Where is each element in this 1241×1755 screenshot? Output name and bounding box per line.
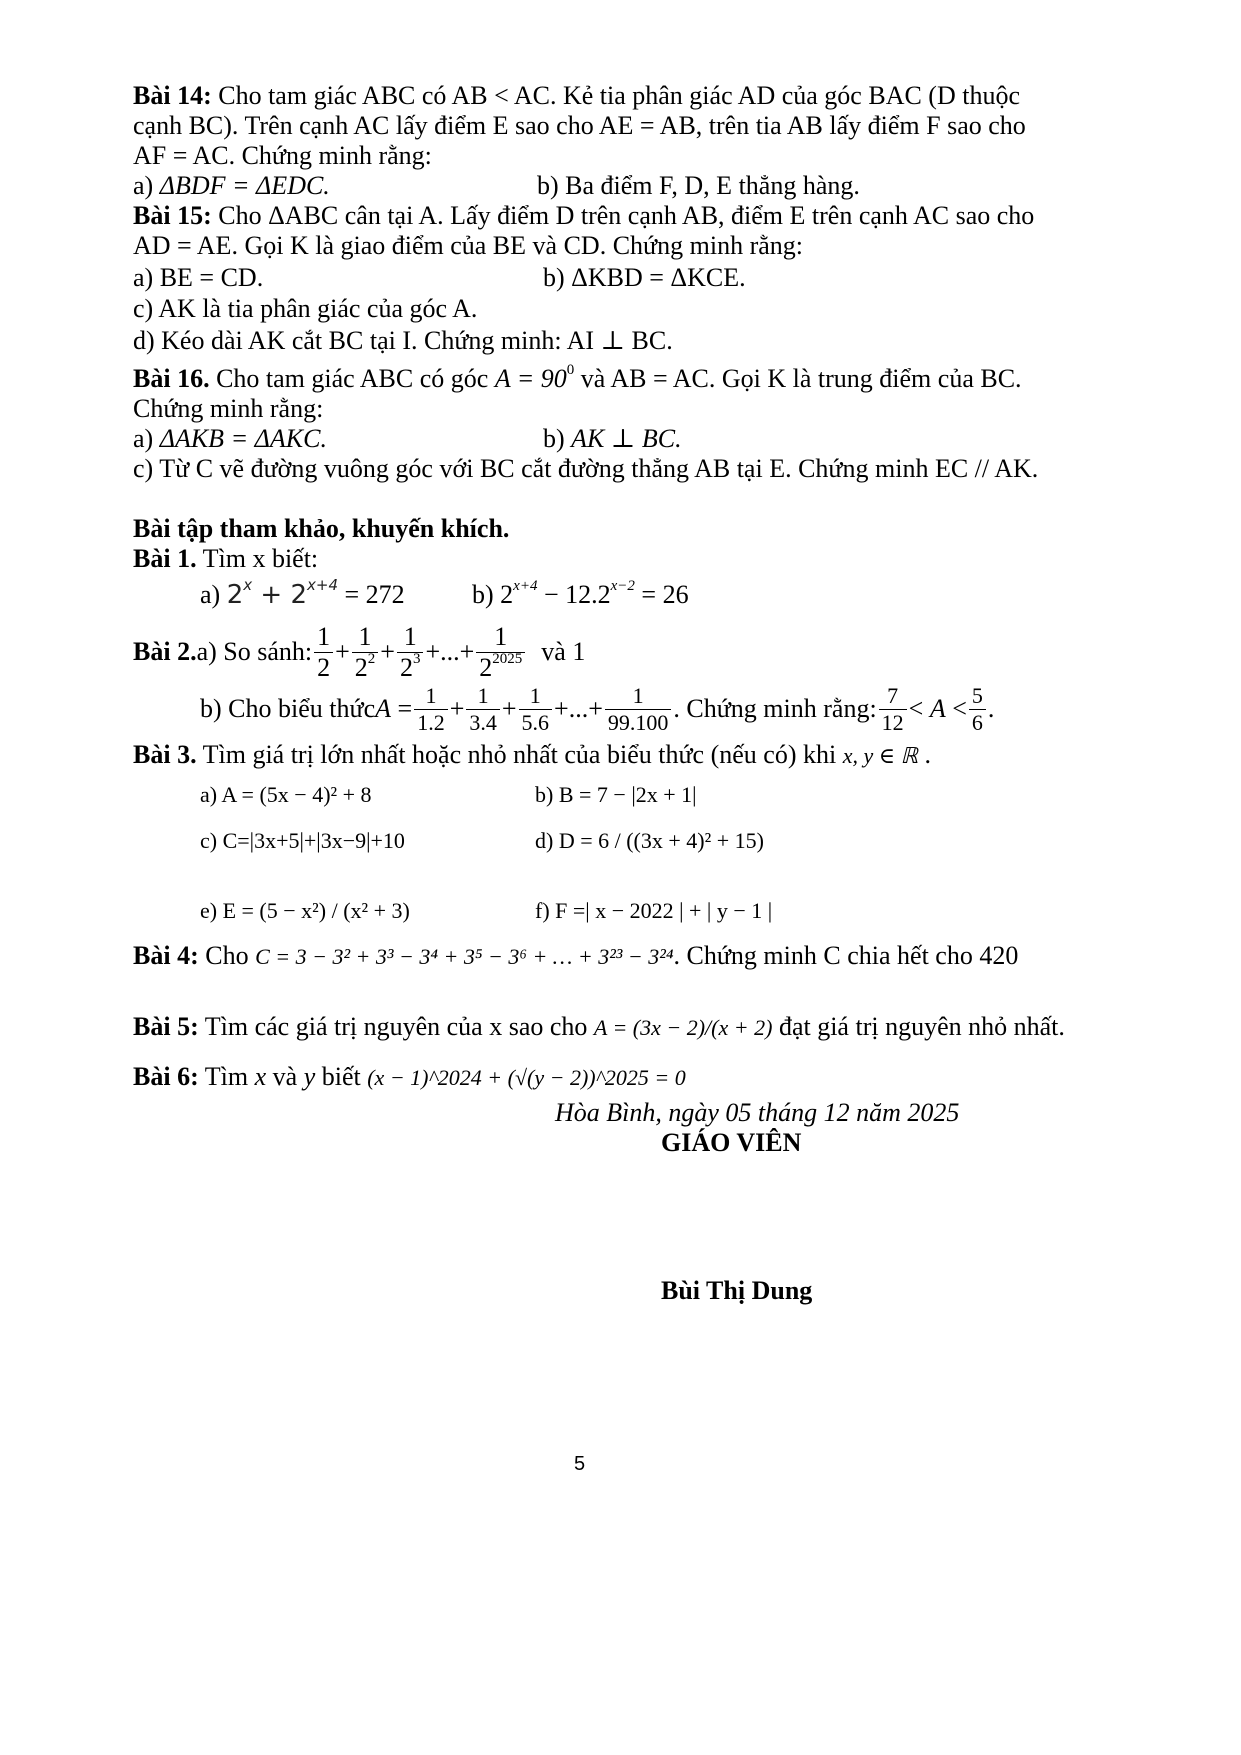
teacher-role: GIÁO VIÊN	[661, 1128, 802, 1157]
ex4-math: C = 3 − 3² + 3³ − 3⁴ + 3⁵ − 3⁶ + … + 3²³ − 3²⁴	[255, 944, 674, 969]
place-date: Hòa Bình, ngày 05 tháng 12 năm 2025	[555, 1098, 960, 1127]
section-title: Bài tập tham khảo, khuyến khích.	[133, 514, 510, 543]
ex2-b-mid: . Chứng minh rằng:	[673, 694, 877, 723]
ex5-line	[133, 1012, 1065, 1043]
bai16-text-post: và AB = AC. Gọi K là trung điểm của BC.	[574, 364, 1022, 393]
teacher-name: Bùi Thị Dung	[661, 1276, 813, 1305]
ex4-line	[133, 941, 1018, 972]
ex2-frac-1: 1 2	[314, 622, 333, 683]
bai14-line2: cạnh BC). Trên cạnh AC lấy điểm E sao cho AE = AB, trên tia AB lấy điểm F sao cho	[133, 111, 1026, 140]
ex1-label: Bài 1.	[133, 544, 197, 573]
bai16-a-math: ΔAKB = ΔAKC.	[159, 424, 327, 453]
ex2-part-a: Bài 2. a) So sánh: 1 2 + 1 $2^2$ + 1 $2^3$ +...+ 1 $2^{2025}$ và 1	[133, 621, 586, 682]
ex2-b-frac-last: 1 99.100	[605, 683, 672, 736]
ex6-line	[133, 1062, 686, 1093]
ex6-math: (x − 1)^2024 + (√(y − 2))^2025 = 0	[367, 1065, 686, 1090]
bai16-part-c: c) Từ C vẽ đường vuông góc với BC cắt đường thẳng AB tại E. Chứng minh EC // AK.	[133, 454, 1039, 483]
bai16-part-a	[133, 424, 327, 454]
ex6-text-pre: Tìm	[198, 1062, 255, 1091]
ex3-line: Bài 3. Tìm giá trị lớn nhất hoặc nhỏ nhất của biểu thức (nếu có) khi x, y ∈ ℝ .	[133, 740, 931, 769]
bai14-part-b: b) Ba điểm F, D, E thẳng hàng.	[537, 171, 860, 200]
ex2-b-frac-1: 1 1.2	[414, 683, 448, 736]
bai16-text-pre: Cho tam giác ABC có góc	[209, 364, 495, 393]
ex6-and: và	[266, 1062, 304, 1091]
bai15-part-c: c) AK là tia phân giác của góc A.	[133, 294, 478, 323]
ex3-part-f: f) F =| x − 2022 | + | y − 1 |	[535, 898, 773, 923]
ex2-frac-2: 1 $2^2$	[352, 622, 379, 683]
ex3-label: Bài 3.	[133, 740, 197, 769]
bai16-line2: Chứng minh rằng:	[133, 394, 324, 423]
ex5-text-post: đạt giá trị nguyên nhỏ nhất.	[772, 1012, 1065, 1041]
ex2-a-text: a) So sánh:	[196, 637, 313, 666]
bai15-part-b: b) ΔKBD = ΔKCE.	[543, 263, 746, 292]
ex1-text: Tìm x biết:	[196, 544, 319, 573]
bai16-part-b	[543, 424, 682, 454]
bai14-line3: AF = AC. Chứng minh rằng:	[133, 141, 432, 170]
ex2-b-frac-2: 1 3.4	[466, 683, 500, 736]
ex4-label: Bài 4:	[133, 941, 199, 970]
ex6-var-x: x	[254, 1062, 267, 1091]
ex2-part-b: b) Cho biểu thức A = 1 1.2 + 1 3.4 + 1 5.6 +...+ 1 99.100 . Chứng minh rằng: 7 12 < A < 5 6 .	[200, 682, 995, 735]
ex2-b-frac-3: 1 5.6	[519, 683, 553, 736]
bai15-part-a: a) BE = CD.	[133, 263, 264, 292]
bai14-line1	[133, 81, 1020, 111]
bai16-degree: 0	[566, 362, 575, 379]
ex2-a-tail: và 1	[541, 637, 586, 666]
ex1-part-a: a) $2^x + 2^{x+4} = 272$	[200, 576, 405, 610]
ex5-math: A = (3x − 2)/(x + 2)	[593, 1015, 773, 1040]
bai15-line2: AD = AE. Gọi K là giao điểm của BE và CD. Chứng minh rằng:	[133, 231, 803, 260]
ex3-part-e: e) E = (5 − x²) / (x² + 3)	[200, 898, 410, 923]
ex3-cond: x, y ∈ ℝ	[842, 743, 918, 768]
ex5-label: Bài 5:	[133, 1012, 199, 1041]
ex3-part-a: a) A = (5x − 4)² + 8	[200, 782, 372, 807]
page-number: 5	[574, 1453, 586, 1475]
bai16-angle-math: A = 90	[494, 364, 567, 393]
bai16-b-math: AK ⊥ BC.	[571, 424, 682, 453]
ex3-text: Tìm giá trị lớn nhất hoặc nhỏ nhất của biểu thức (nếu có) khi	[196, 740, 843, 769]
bai15-line1	[133, 201, 1034, 231]
bai14-part-a	[133, 171, 330, 201]
bai16-a-label: a)	[133, 424, 160, 453]
ex2-label: Bài 2.	[133, 637, 197, 666]
bai14-text1: Cho tam giác ABC có AB < AC. Kẻ tia phân giác AD của góc BAC (D thuộc	[211, 81, 1021, 110]
ex2-frac-3: 1 $2^3$	[397, 622, 424, 683]
bai16-b-label: b)	[543, 424, 572, 453]
ex2-b-tail: .	[987, 694, 995, 723]
ex1-a-math: $2^x + 2^{x+4}$	[226, 576, 338, 610]
ex1-line	[133, 544, 318, 574]
ex3-part-c: c) C=|3x+5|+|3x−9|+10	[200, 828, 405, 853]
bai14-label: Bài 14:	[133, 81, 212, 110]
ex4-text-post: . Chứng minh C chia hết cho 420	[673, 941, 1019, 970]
ex2-b-lower: 7 12	[879, 683, 907, 736]
ex4-text-pre: Cho	[198, 941, 256, 970]
bai14-a-label: a)	[133, 171, 160, 200]
ex2-b-upper: 5 6	[969, 683, 986, 736]
bai14-a-math: ΔBDF = ΔEDC.	[159, 171, 330, 200]
ex3-part-b: b) B = 7 − |2x + 1|	[535, 782, 697, 807]
bai15-label: Bài 15:	[133, 201, 212, 230]
bai16-line1	[133, 364, 1022, 394]
ex2-b-text: b) Cho biểu thức	[200, 694, 376, 723]
ex1-a-label: a)	[200, 580, 227, 609]
ex5-text-pre: Tìm các giá trị nguyên của x sao cho	[198, 1012, 594, 1041]
ex1-part-b	[472, 580, 689, 610]
ex6-label: Bài 6:	[133, 1062, 199, 1091]
bai15-part-d: d) Kéo dài AK cắt BC tại I. Chứng minh: AI ⊥ BC.	[133, 326, 673, 355]
ex1-b-label: b)	[472, 580, 501, 609]
ex6-var-y: y	[303, 1062, 316, 1091]
bai15-text1: Cho ΔABC cân tại A. Lấy điểm D trên cạnh AB, điểm E trên cạnh AC sao cho	[211, 201, 1035, 230]
ex2-frac-last: 1 $2^{2025}$	[476, 622, 525, 683]
ex6-text-mid: biết	[315, 1062, 368, 1091]
ex3-part-d: d) D = 6 / ((3x + 4)² + 15)	[535, 828, 764, 853]
bai16-label: Bài 16.	[133, 364, 210, 393]
ex1-b-math: $2^{x+4} - 12.2^{x-2} = 26$	[500, 578, 689, 609]
